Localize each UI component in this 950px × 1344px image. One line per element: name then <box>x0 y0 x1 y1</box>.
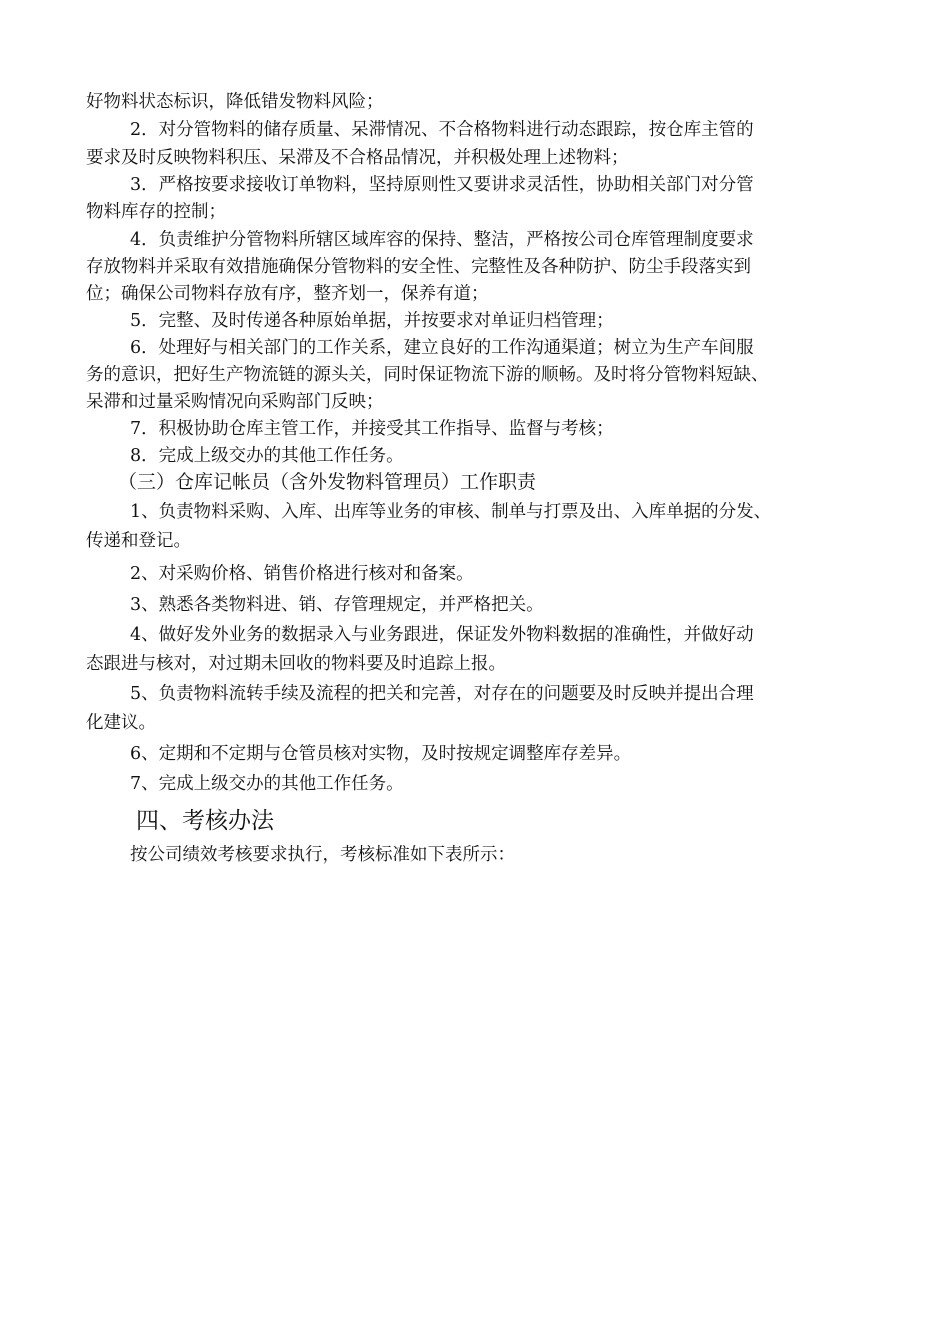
text-line: 物料库存的控制； <box>86 202 226 222</box>
text-line: 传递和登记。 <box>86 531 191 551</box>
text-line: 态跟进与核对，对过期未回收的物料要及时追踪上报。 <box>86 654 506 674</box>
text-line: 4．负责维护分管物料所辖区域库容的保持、整洁，严格按公司仓库管理制度要求 <box>130 230 754 250</box>
text-line: 要求及时反映物料积压、呆滞及不合格品情况，并积极处理上述物料； <box>86 148 629 168</box>
text-line: 按公司绩效考核要求执行，考核标准如下表所示： <box>130 845 515 865</box>
text-line: 3．严格按要求接收订单物料，坚持原则性又要讲求灵活性，协助相关部门对分管 <box>130 175 754 195</box>
text-line: 5．完整、及时传递各种原始单据，并按要求对单证归档管理； <box>130 311 614 331</box>
text-line: 存放物料并采取有效措施确保分管物料的安全性、完整性及各种防护、防尘手段落实到 <box>86 257 751 277</box>
text-line: 化建议。 <box>86 713 156 733</box>
text-line: 8．完成上级交办的其他工作任务。 <box>130 446 404 466</box>
section-heading: 四、考核办法 <box>136 808 274 834</box>
text-line: 7、完成上级交办的其他工作任务。 <box>130 774 404 794</box>
text-line: 务的意识，把好生产物流链的源头关，同时保证物流下游的顺畅。及时将分管物料短缺、 <box>86 365 769 385</box>
section-subheading: （三）仓库记帐员（含外发物料管理员）工作职责 <box>118 471 537 493</box>
text-line: 位；确保公司物料存放有序，整齐划一，保养有道； <box>86 284 489 304</box>
text-line: 呆滞和过量采购情况向采购部门反映； <box>86 392 384 412</box>
text-line: 6、定期和不定期与仓管员核对实物，及时按规定调整库存差异。 <box>130 744 632 764</box>
text-line: 3、熟悉各类物料进、销、存管理规定，并严格把关。 <box>130 595 544 615</box>
text-line: 6．处理好与相关部门的工作关系，建立良好的工作沟通渠道；树立为生产车间服 <box>130 338 754 358</box>
text-line: 好物料状态标识，降低错发物料风险； <box>86 92 384 112</box>
text-line: 1、负责物料采购、入库、出库等业务的审核、制单与打票及出、入库单据的分发、 <box>130 502 772 522</box>
text-line: 5、负责物料流转手续及流程的把关和完善，对存在的问题要及时反映并提出合理 <box>130 684 754 704</box>
text-line: 4、做好发外业务的数据录入与业务跟进，保证发外物料数据的准确性，并做好动 <box>130 625 754 645</box>
text-line: 2．对分管物料的储存质量、呆滞情况、不合格物料进行动态跟踪，按仓库主管的 <box>130 120 754 140</box>
text-line: 2、对采购价格、销售价格进行核对和备案。 <box>130 564 474 584</box>
text-line: 7．积极协助仓库主管工作，并接受其工作指导、监督与考核； <box>130 419 614 439</box>
